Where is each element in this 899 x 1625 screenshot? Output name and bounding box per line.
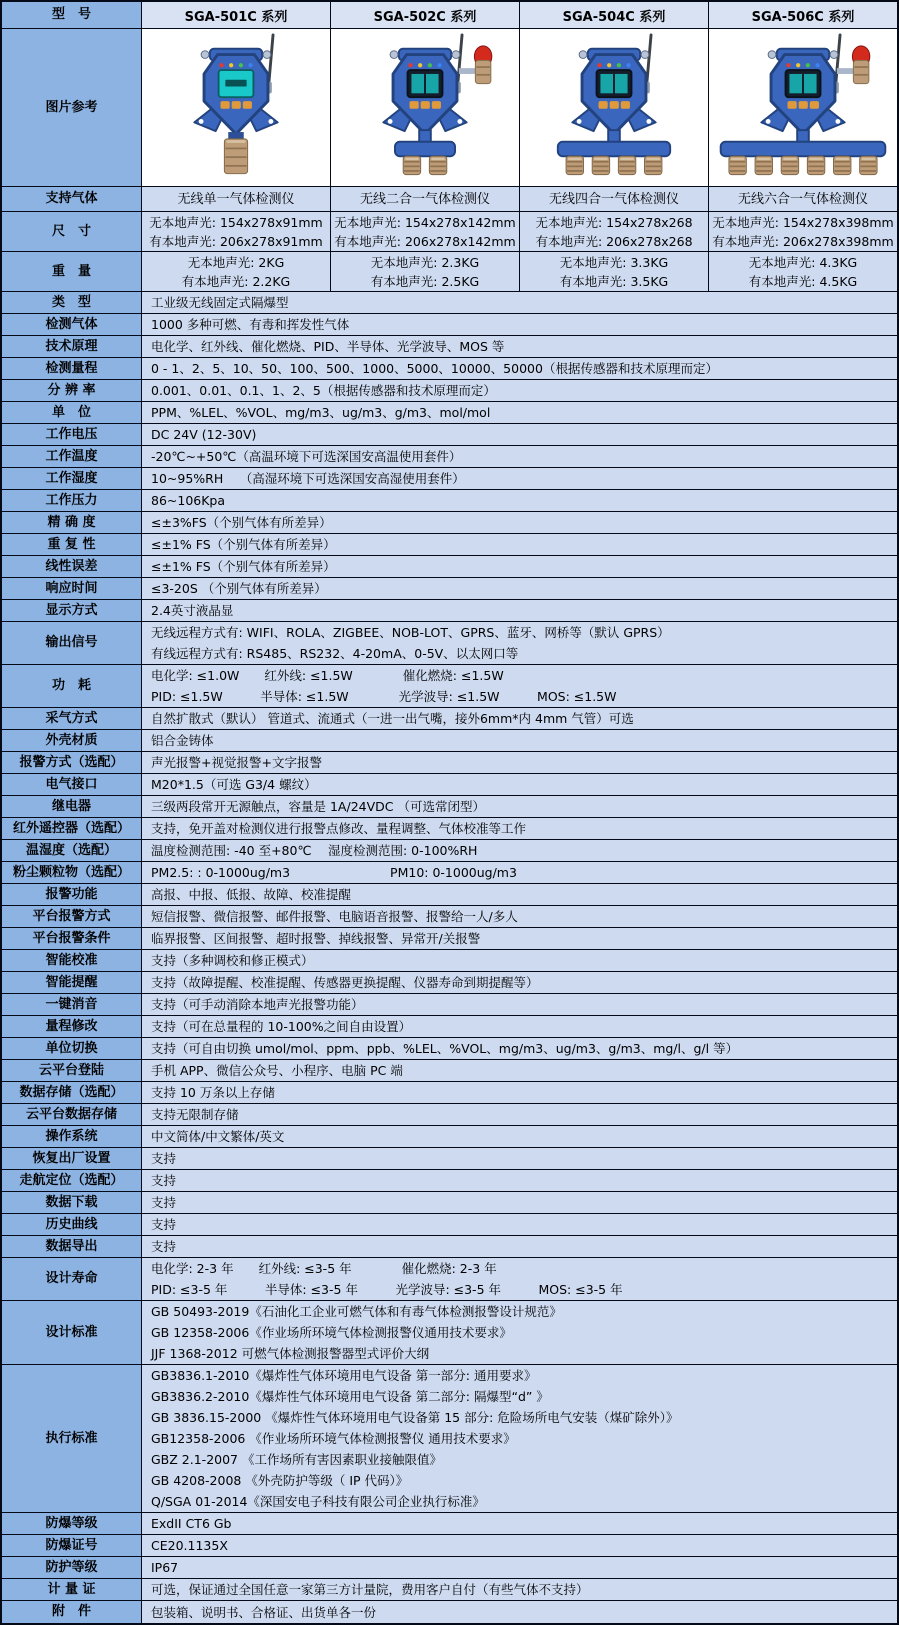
spec-value-line: 支持 [151, 1195, 177, 1210]
spec-value-line: 0.001、0.01、0.1、1、2、5（根据传感器和技术原理而定） [151, 383, 496, 398]
dimensions-row-value-cell-2 [331, 212, 520, 251]
spec-value [142, 578, 897, 599]
supported-gas-row-value-cell-4 [709, 187, 897, 211]
spec-value-line: GB 3836.15-2000 《爆炸性气体环境用电气设备第 15 部分: 危险场所电气安装（煤矿除外）》 [151, 1410, 679, 1425]
spec-value-line: 有本地声光: 3.5KG [559, 273, 669, 289]
spec-row-5 [2, 380, 897, 402]
spec-value-line: 电化学、红外线、催化燃烧、PID、半导体、光学波导、MOS 等 [151, 339, 505, 354]
weight-row-value-cell-1 [142, 252, 331, 291]
spec-label: 智能提醒 [2, 972, 142, 993]
spec-value-line: GB3836.2-2010《爆炸性气体环境用电气设备 第二部分: 隔爆型“d” 》 [151, 1389, 549, 1404]
spec-label: 防爆等级 [2, 1513, 142, 1534]
product-image-cell-4 [709, 29, 897, 186]
spec-row-15 [2, 600, 897, 622]
spec-value-line: 有本地声光: 206x278x268 [535, 233, 693, 249]
spec-value [142, 708, 897, 729]
spec-value-line: 临界报警、区间报警、超时报警、掉线报警、异常开/关报警 [151, 931, 481, 946]
spec-label: 数据导出 [2, 1236, 142, 1257]
spec-value [142, 730, 897, 751]
spec-label: 工作湿度 [2, 468, 142, 489]
spec-label: 功 耗 [2, 665, 142, 707]
spec-value [142, 1365, 897, 1512]
spec-label: 数据存储（选配） [2, 1082, 142, 1103]
spec-value [142, 358, 897, 379]
spec-value-line: GB12358-2006 《作业场所环境气体检测报警仪 通用技术要求》 [151, 1431, 516, 1446]
spec-value [142, 1060, 897, 1081]
spec-label: 操作系统 [2, 1126, 142, 1147]
gas-detector-6-sensor-with-beacon-illustration [711, 29, 895, 177]
weight-row-value-cell-4 [709, 252, 897, 291]
model-header-row [2, 2, 897, 29]
spec-value-line: ExdII CT6 Gb [151, 1516, 232, 1531]
spec-row-36 [2, 1104, 897, 1126]
spec-value-line: 支持（可自由切换 umol/mol、ppm、ppb、%LEL、%VOL、mg/m3、ug/m3、g/m3、mg/l、g/l 等） [151, 1041, 739, 1056]
spec-value-line: 电化学: 2-3 年 红外线: ≤3-5 年 催化燃烧: 2-3 年 [151, 1261, 497, 1276]
spec-row-33 [2, 1038, 897, 1060]
model-row-label: 型 号 [2, 2, 142, 28]
model-header-col-3: SGA-504C 系列 [520, 2, 709, 28]
spec-label: 工作温度 [2, 446, 142, 467]
spec-label: 采气方式 [2, 708, 142, 729]
model-header-col-1: SGA-501C 系列 [142, 2, 331, 28]
spec-row-34 [2, 1060, 897, 1082]
spec-label: 数据下载 [2, 1192, 142, 1213]
spec-row-2 [2, 314, 897, 336]
spec-row-30 [2, 972, 897, 994]
dimensions-row [2, 212, 897, 252]
spec-row-43 [2, 1258, 897, 1301]
spec-label: 技术原理 [2, 336, 142, 357]
spec-value [142, 1557, 897, 1578]
spec-value-line: 工业级无线固定式隔爆型 [151, 295, 289, 310]
spec-value-line: 无本地声光: 154x278x142mm [334, 214, 516, 230]
spec-label: 类 型 [2, 292, 142, 313]
spec-value-line: 自然扩散式（默认） 管道式、流通式（一进一出气嘴，接外6mm*内 4mm 气管）可选 [151, 711, 634, 726]
spec-row-26 [2, 884, 897, 906]
spec-value-line: PID: ≤3-5 年 半导体: ≤3-5 年 光学波导: ≤3-5 年 MOS: ≤3-5 年 [151, 1282, 623, 1297]
supported-gas-row-value-cell-3 [520, 187, 709, 211]
spec-label: 外壳材质 [2, 730, 142, 751]
spec-value-line: 高报、中报、低报、故障、校准提醒 [151, 887, 352, 902]
spec-value [142, 1016, 897, 1037]
spec-row-49 [2, 1579, 897, 1601]
spec-label: 智能校准 [2, 950, 142, 971]
spec-value-line: 有本地声光: 2.2KG [181, 273, 291, 289]
spec-value-line: 无本地声光: 2.3KG [370, 254, 480, 270]
spec-value [142, 884, 897, 905]
spec-value-line: 电化学: ≤1.0W 红外线: ≤1.5W 催化燃烧: ≤1.5W [151, 668, 504, 683]
spec-value-line: PPM、%LEL、%VOL、mg/m3、ug/m3、g/m3、mol/mol [151, 405, 491, 420]
spec-value [142, 1236, 897, 1257]
spec-label: 显示方式 [2, 600, 142, 621]
weight-row [2, 252, 897, 292]
spec-value-line: M20*1.5（可选 G3/4 螺纹） [151, 777, 317, 792]
spec-label: 工作电压 [2, 424, 142, 445]
spec-label: 报警方式（选配） [2, 752, 142, 773]
spec-label: 响应时间 [2, 578, 142, 599]
spec-value-line: JJF 1368-2012 可燃气体检测报警器型式评价大纲 [151, 1346, 430, 1361]
spec-value-line: Q/SGA 01-2014《深国安电子科技有限公司企业执行标准》 [151, 1494, 485, 1509]
spec-value-line: 无本地声光: 154x278x268 [535, 214, 693, 230]
spec-row-25 [2, 862, 897, 884]
spec-row-24 [2, 840, 897, 862]
spec-value [142, 512, 897, 533]
spec-value-line: 有线远程方式有: RS485、RS232、4-20mA、0-5V、以太网口等 [151, 646, 519, 661]
dimensions-row-label: 尺 寸 [2, 212, 142, 251]
spec-label: 检测量程 [2, 358, 142, 379]
spec-label: 检测气体 [2, 314, 142, 335]
spec-value-line: 无线远程方式有: WIFI、ROLA、ZIGBEE、NOB-LOT、GPRS、蓝牙、网桥等（默认 GPRS） [151, 625, 670, 640]
spec-label: 单 位 [2, 402, 142, 423]
spec-row-46 [2, 1513, 897, 1535]
spec-row-38 [2, 1148, 897, 1170]
spec-value-line: 支持（可在总量程的 10-100%之间自由设置） [151, 1019, 412, 1034]
spec-value-line: GB3836.1-2010《爆炸性气体环境用电气设备 第一部分: 通用要求》 [151, 1368, 537, 1383]
spec-value [142, 1301, 897, 1364]
product-image-cell-2 [331, 29, 520, 186]
spec-value-line: 无本地声光: 3.3KG [559, 254, 669, 270]
spec-row-37 [2, 1126, 897, 1148]
spec-value-line: 10~95%RH （高湿环境下可选深国安高湿使用套件） [151, 471, 465, 486]
spec-label: 分 辨 率 [2, 380, 142, 401]
spec-row-7 [2, 424, 897, 446]
spec-value [142, 336, 897, 357]
spec-value-line: 支持（多种调校和修正模式） [151, 953, 314, 968]
spec-row-16 [2, 622, 897, 665]
spec-row-8 [2, 446, 897, 468]
spec-value [142, 424, 897, 445]
spec-value [142, 1148, 897, 1169]
spec-row-40 [2, 1192, 897, 1214]
spec-row-27 [2, 906, 897, 928]
spec-label: 防护等级 [2, 1557, 142, 1578]
weight-row-label: 重 量 [2, 252, 142, 291]
spec-row-39 [2, 1170, 897, 1192]
spec-label: 云平台数据存储 [2, 1104, 142, 1125]
spec-value [142, 752, 897, 773]
spec-value-line: 三级两段常开无源触点，容量是 1A/24VDC （可选常闭型） [151, 799, 485, 814]
spec-value-line: 支持 [151, 1173, 177, 1188]
spec-row-28 [2, 928, 897, 950]
spec-value-line: GBZ 2.1-2007 《工作场所有害因素职业接触限值》 [151, 1452, 442, 1467]
spec-label: 一键消音 [2, 994, 142, 1015]
spec-value-line: 无本地声光: 2KG [187, 254, 285, 270]
spec-label: 历史曲线 [2, 1214, 142, 1235]
spec-value [142, 556, 897, 577]
spec-value-line: 支持 [151, 1151, 177, 1166]
spec-value [142, 402, 897, 423]
spec-value [142, 928, 897, 949]
spec-row-42 [2, 1236, 897, 1258]
spec-value-line: 无线四合一气体检测仪 [548, 191, 679, 207]
model-header-col-4: SGA-506C 系列 [709, 2, 897, 28]
spec-value-line: 中文简体/中文繁体/英文 [151, 1129, 285, 1144]
spec-value-line: 无线二合一气体检测仪 [359, 191, 490, 207]
spec-value-line: 无线单一气体检测仪 [177, 191, 295, 207]
spec-value-line: PID: ≤1.5W 半导体: ≤1.5W 光学波导: ≤1.5W MOS: ≤1.5W [151, 689, 617, 704]
supported-gas-row-label: 支持气体 [2, 187, 142, 211]
product-image-cell-1 [142, 29, 331, 186]
weight-row-value-cell-3 [520, 252, 709, 291]
spec-value [142, 292, 897, 313]
spec-value-line: ≤±1% FS（个别气体有所差异） [151, 559, 336, 574]
spec-row-48 [2, 1557, 897, 1579]
spec-value-line: 无线六合一气体检测仪 [737, 191, 868, 207]
spec-row-11 [2, 512, 897, 534]
spec-row-29 [2, 950, 897, 972]
spec-row-44 [2, 1301, 897, 1365]
spec-value-line: 有本地声光: 206x278x91mm [149, 233, 323, 249]
spec-value [142, 1082, 897, 1103]
spec-row-14 [2, 578, 897, 600]
spec-row-12 [2, 534, 897, 556]
spec-value [142, 994, 897, 1015]
spec-value [142, 490, 897, 511]
spec-row-9 [2, 468, 897, 490]
spec-row-3 [2, 336, 897, 358]
spec-value-line: ≤±3%FS（个别气体有所差异） [151, 515, 332, 530]
supported-gas-row-value-cell-1 [142, 187, 331, 211]
spec-label: 计 量 证 [2, 1579, 142, 1600]
gas-detector-1-sensor-illustration [144, 29, 328, 177]
spec-value-line: ≤3-20S （个别气体有所差异） [151, 581, 327, 596]
spec-row-22 [2, 796, 897, 818]
spec-value-line: 无本地声光: 154x278x398mm [712, 214, 894, 230]
spec-row-4 [2, 358, 897, 380]
spec-label: 单位切换 [2, 1038, 142, 1059]
spec-value-line: -20℃~+50℃（高温环境下可选深国安高温使用套件） [151, 449, 462, 464]
spec-label: 粉尘颗粒物（选配） [2, 862, 142, 883]
spec-value [142, 622, 897, 664]
spec-row-1 [2, 292, 897, 314]
spec-value-line: DC 24V (12-30V) [151, 427, 257, 442]
spec-row-17 [2, 665, 897, 708]
spec-row-31 [2, 994, 897, 1016]
spec-value [142, 665, 897, 707]
dimensions-row-value-cell-3 [520, 212, 709, 251]
spec-value [142, 972, 897, 993]
spec-value [142, 600, 897, 621]
spec-value-line: 手机 APP、微信公众号、小程序、电脑 PC 端 [151, 1063, 403, 1078]
spec-value [142, 534, 897, 555]
spec-label: 电气接口 [2, 774, 142, 795]
dimensions-row-value-cell-1 [142, 212, 331, 251]
supported-gas-row [2, 187, 897, 212]
spec-value-line: 支持（故障提醒、校准提醒、传感器更换提醒、仪器寿命到期提醒等） [151, 975, 539, 990]
spec-row-18 [2, 708, 897, 730]
weight-row-value-cell-2 [331, 252, 520, 291]
spec-row-32 [2, 1016, 897, 1038]
spec-label: 精 确 度 [2, 512, 142, 533]
spec-value [142, 1258, 897, 1300]
spec-value [142, 862, 897, 883]
spec-value [142, 1126, 897, 1147]
spec-value [142, 1192, 897, 1213]
spec-value-line: 温度检测范围: -40 至+80℃ 湿度检测范围: 0-100%RH [151, 843, 478, 858]
spec-value [142, 380, 897, 401]
spec-value [142, 314, 897, 335]
spec-label: 防爆证号 [2, 1535, 142, 1556]
spec-value [142, 1104, 897, 1125]
spec-value [142, 774, 897, 795]
spec-label: 红外遥控器（选配） [2, 818, 142, 839]
spec-value-line: GB 50493-2019《石油化工企业可燃气体和有毒气体检测报警设计规范》 [151, 1304, 562, 1319]
spec-value-line: 支持（可手动消除本地声光报警功能） [151, 997, 364, 1012]
spec-row-13 [2, 556, 897, 578]
spec-value-line: 有本地声光: 206x278x398mm [712, 233, 894, 249]
spec-row-6 [2, 402, 897, 424]
spec-value-line: 支持 10 万条以上存储 [151, 1085, 275, 1100]
dimensions-row-value-cell-4 [709, 212, 897, 251]
spec-label: 重 复 性 [2, 534, 142, 555]
spec-value-line: 有本地声光: 2.5KG [370, 273, 480, 289]
spec-row-19 [2, 730, 897, 752]
spec-value-line: 0 - 1、2、5、10、50、100、500、1000、5000、10000、50000（根据传感器和技术原理而定） [151, 361, 718, 376]
spec-value-line: 包装箱、说明书、合格证、出货单各一份 [151, 1604, 377, 1620]
spec-label: 设计寿命 [2, 1258, 142, 1300]
spec-value [142, 1513, 897, 1534]
spec-row-21 [2, 774, 897, 796]
gas-detector-4-sensor-illustration [522, 29, 706, 177]
spec-value [142, 950, 897, 971]
spec-label: 量程修改 [2, 1016, 142, 1037]
spec-value [142, 1038, 897, 1059]
spec-value [142, 1535, 897, 1556]
supported-gas-row-value-cell-2 [331, 187, 520, 211]
spec-value-line: 声光报警+视觉报警+文字报警 [151, 755, 322, 770]
spec-label: 平台报警条件 [2, 928, 142, 949]
spec-value-line: PM2.5: : 0-1000ug/m3 PM10: 0-1000ug/m3 [151, 865, 517, 880]
spec-value-line: 可选，保证通过全国任意一家第三方计量院，费用客户自付（有些气体不支持） [151, 1582, 589, 1597]
spec-value-line: 2.4英寸液晶显 [151, 603, 234, 618]
spec-row-35 [2, 1082, 897, 1104]
model-header-col-2: SGA-502C 系列 [331, 2, 520, 28]
spec-value [142, 906, 897, 927]
product-image-cell-3 [520, 29, 709, 186]
spec-value-line: 支持 [151, 1217, 177, 1232]
spec-row-50 [2, 1601, 897, 1623]
spec-value-line: 支持，免开盖对检测仪进行报警点修改、量程调整、气体校准等工作 [151, 821, 527, 836]
spec-value-line: GB 12358-2006《作业场所环境气体检测报警仪通用技术要求》 [151, 1325, 512, 1340]
spec-value [142, 1601, 897, 1623]
spec-value-line: CE20.1135X [151, 1538, 228, 1553]
spec-value-line: 有本地声光: 206x278x142mm [334, 233, 516, 249]
spec-value-line: 无本地声光: 154x278x91mm [149, 214, 323, 230]
spec-label: 温湿度（选配） [2, 840, 142, 861]
spec-value-line: ≤±1% FS（个别气体有所差异） [151, 537, 336, 552]
spec-value-line: GB 4208-2008 《外壳防护等级（ IP 代码）》 [151, 1473, 409, 1488]
spec-label: 恢复出厂设置 [2, 1148, 142, 1169]
spec-label: 执行标准 [2, 1365, 142, 1512]
spec-label: 工作压力 [2, 490, 142, 511]
gas-detector-2-sensor-with-beacon-illustration [333, 29, 517, 177]
spec-value-line: 支持无限制存储 [151, 1107, 239, 1122]
spec-value [142, 468, 897, 489]
spec-value-line: 有本地声光: 4.5KG [748, 273, 858, 289]
spec-value [142, 818, 897, 839]
spec-label: 走航定位（选配） [2, 1170, 142, 1191]
spec-row-45 [2, 1365, 897, 1513]
spec-value-line: 铝合金铸体 [151, 733, 214, 748]
spec-row-41 [2, 1214, 897, 1236]
spec-label: 附 件 [2, 1601, 142, 1623]
image-reference-row [2, 29, 897, 187]
spec-value-line: 无本地声光: 4.3KG [748, 254, 858, 270]
spec-value-line: 支持 [151, 1239, 177, 1254]
spec-row-47 [2, 1535, 897, 1557]
spec-value [142, 446, 897, 467]
spec-value [142, 796, 897, 817]
spec-row-20 [2, 752, 897, 774]
spec-label: 继电器 [2, 796, 142, 817]
image-row-label: 图片参考 [2, 29, 142, 186]
spec-label: 线性误差 [2, 556, 142, 577]
spec-value [142, 1579, 897, 1600]
spec-row-23 [2, 818, 897, 840]
spec-row-10 [2, 490, 897, 512]
spec-label: 平台报警方式 [2, 906, 142, 927]
spec-value-line: 1000 多种可燃、有毒和挥发性气体 [151, 317, 350, 332]
spec-value [142, 1170, 897, 1191]
spec-value [142, 1214, 897, 1235]
spec-value-line: IP67 [151, 1560, 179, 1575]
spec-label: 云平台登陆 [2, 1060, 142, 1081]
spec-value-line: 86~106Kpa [151, 493, 226, 508]
spec-value-line: 短信报警、微信报警、邮件报警、电脑语音报警、报警给一人/多人 [151, 909, 518, 924]
spec-value [142, 840, 897, 861]
spec-label: 报警功能 [2, 884, 142, 905]
spec-label: 输出信号 [2, 622, 142, 664]
spec-label: 设计标准 [2, 1301, 142, 1364]
